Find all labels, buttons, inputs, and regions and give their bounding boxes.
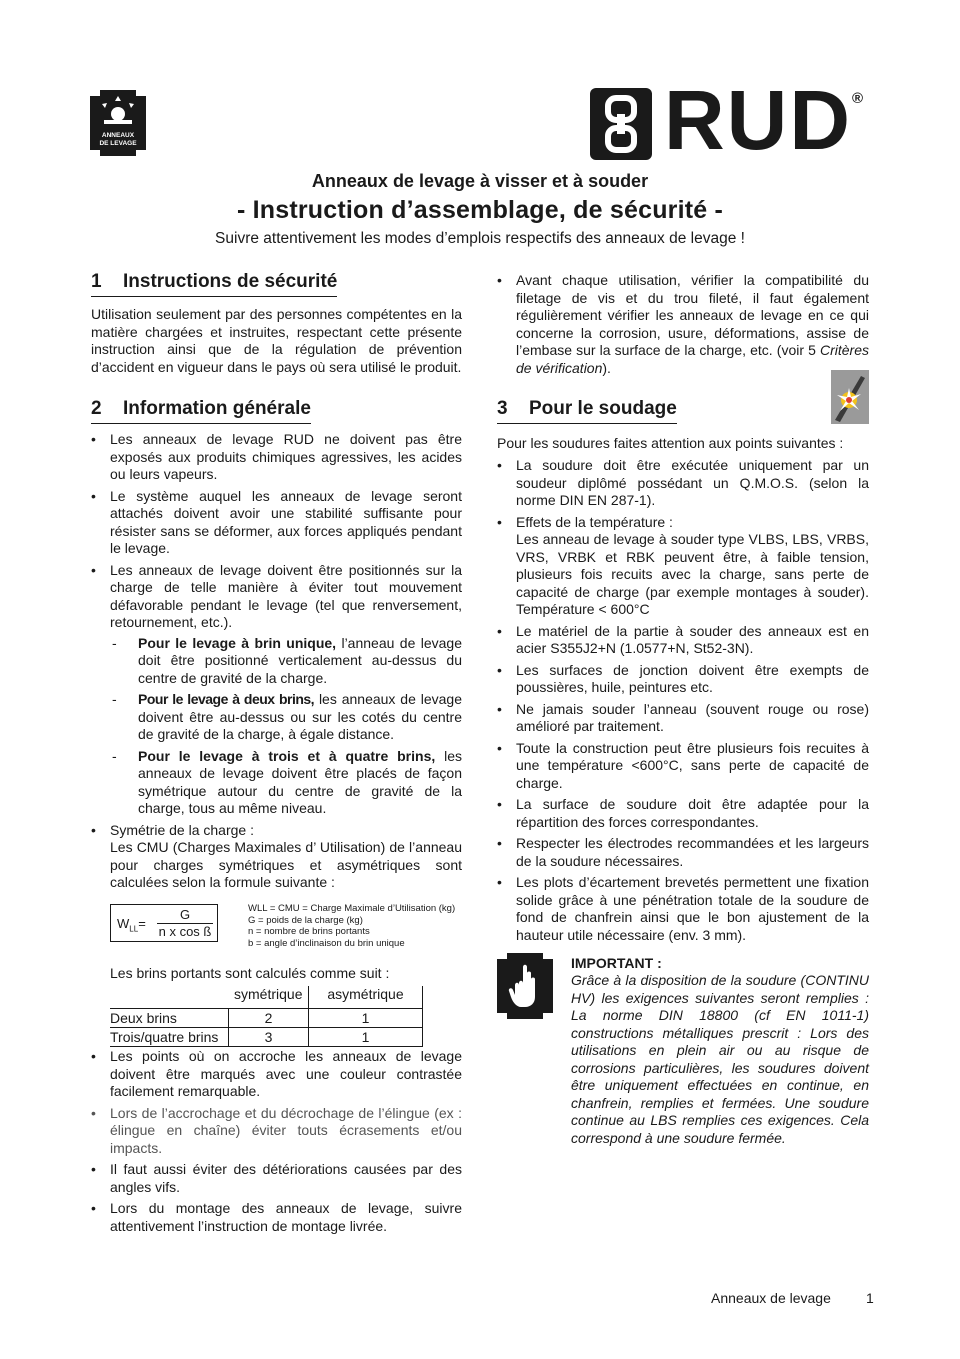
table-cell: 1 [309, 1009, 423, 1028]
section-title: Pour le soudage [529, 398, 677, 419]
important-title: IMPORTANT : [571, 955, 662, 971]
important-text: Grâce à la disposition de la soudure (CONTINU HV) les exigences suivantes seront remplies : La norme DIN 18800 (cf EN 1011-1) constructions métalliques prescrit : Lors des utilisations en plein air ou au risque de corrosions particulières, les soudures doivent être uniquement effectuées en continue, en chanfrein, remplies et fermées. Une soudure continue au LBS remplies ces exigences. Cela correspond à une soudure fermée. [571, 972, 869, 1146]
dash-item-bold: Pour le levage à brin unique, [138, 634, 337, 651]
legend-line: WLL = CMU = Charge Maximale d’Utilisation (kg) [248, 903, 456, 914]
section-3-list [497, 457, 869, 948]
welding-spark-icon [831, 370, 869, 424]
formula-w: W [117, 916, 130, 931]
rud-logo [590, 73, 872, 167]
list-item: • Les points où on accroche les anneaux de levage doivent être marqués avec une couleur contrastée facilement remarquable. [91, 1048, 462, 1101]
table-row [110, 1009, 423, 1028]
list-item [91, 822, 462, 892]
badge-text-2: DE LEVAGE [99, 140, 137, 147]
list-item: • La soudure doit être exécutée uniquement par un soudeur diplômé possédant un Q.M.O.S. (selon la norme DIN EN 287-1). [497, 457, 869, 510]
list-item [91, 562, 462, 818]
symmetry-text: Les CMU (Charges Maximales d’ Utilisation) de l’anneau pour charges symétriques et asymétriques sont calculées selon la formule suivante : [110, 839, 462, 890]
list-item: • Lors du montage des anneaux de levage, suivre attentivement l’instruction de montage livrée. [91, 1200, 462, 1235]
dash-item-bold: Pour le levage à trois et à quatre brins, [138, 747, 436, 764]
list-item: • Les plots d’écartement brevetés permettent une fixation solide grâce à une pénétration totale de la soudure de fond de chanfrein ainsi que le bon ajustement de la hauteur utile nécessaire (env. 3 mm). [497, 874, 869, 944]
table-header-cell: asymétrique [309, 986, 423, 1009]
list-item: • Ne jamais souder l’anneau (souvent rouge ou rose) amélioré par traitement. [497, 701, 869, 736]
table-cell: Deux brins [110, 1009, 229, 1028]
list-item: • Le système auquel les anneaux de levage seront attachés doivent avoir une stabilité suffisante pour résister sans se déformer, aux forces appliqués pendant le levage. [91, 488, 462, 558]
inspection-italic-ref: Critères de vérification [516, 342, 869, 376]
rud-logo-text: RUD [664, 73, 852, 167]
document-title: - Instruction d’assemblage, de sécurité - [236, 196, 724, 224]
table-cell: 2 [229, 1009, 309, 1028]
list-item: • Les surfaces de jonction doivent être exempts de poussières, huile, peintures etc. [497, 662, 869, 697]
section-number: 2 [91, 398, 102, 419]
list-item: • La surface de soudure doit être adaptée pour la répartition des forces correspondantes. [497, 796, 869, 831]
rud-chain-logo-icon [590, 88, 652, 160]
dash-item-text: les anneaux de levage doivent être placés de façon symétrique autour du centre de gravité de la charge, tous au même niveau. [138, 747, 462, 816]
badge-text-1: ANNEAUX [101, 132, 135, 139]
formula-denominator: n x cos ß [158, 924, 212, 939]
list-item: • Il faut aussi éviter des détériorations causées par des angles vifs. [91, 1161, 462, 1196]
list-item: • Les anneaux de levage RUD ne doivent pas être exposés aux produits chimiques agressives, les acides ou leurs vapeurs. [91, 431, 462, 484]
symmetry-title: • Symétrie de la charge : [110, 821, 254, 838]
section-title: Information générale [123, 398, 311, 419]
brins-intro: Les brins portants sont calculés comme suit : [110, 965, 390, 981]
formula-numerator: G [179, 907, 191, 922]
section-number: 1 [91, 271, 102, 292]
section-number: 3 [497, 398, 508, 419]
section-1-text: Utilisation seulement par des personnes compétentes en la matière chargées et instruites, respectant cette présente instruction ainsi que de la régulation de prévention d’accident en vigueur dans le pays où sera utilisé le produit. [91, 306, 462, 375]
list-item [497, 514, 869, 619]
raised-hand-warning-icon [497, 953, 553, 1019]
section-title: Instructions de sécurité [123, 271, 338, 292]
dash-item-bold: Pour le levage à deux brins, [138, 691, 315, 707]
page-number: 1 [866, 1290, 874, 1306]
dash-item [110, 748, 462, 818]
lifting-eye-badge-icon [90, 90, 146, 156]
table-cell: Trois/quatre brins [110, 1028, 229, 1047]
table-header-cell [110, 986, 229, 1009]
list-item: • Lors de l’accrochage et du décrochage de l’élingue (ex : élingue en chaîne) éviter touts écrasements et/ou impacts. [91, 1105, 462, 1158]
temperature-text: Les anneau de levage à souder type VLBS, LBS, VRBS, VRS, VRBK et RBK peuvent être, à faible tension, plusieurs fois recuits avec la charge, sans perte de capacité de charge (par exemple montages à souder). Température < 600°C [516, 531, 869, 617]
formula-equals: = [138, 916, 146, 931]
list-item [497, 272, 869, 377]
formula-sub: LL [129, 924, 139, 934]
document-subtitle: Anneaux de levage à visser et à souder [311, 171, 649, 191]
inspection-bullet [497, 272, 869, 381]
table-row [110, 1028, 423, 1047]
section-2-heading [91, 398, 311, 424]
formula-lhs [117, 916, 146, 934]
legend-line: n = nombre de brins portants [248, 926, 370, 938]
inspection-text: Avant chaque utilisation, vérifier la compatibilité du filetage de vis et du trou fileté, il faut également régulièrement vérifier les anneaux de levage en ce qui concerne la corrosion, usure, déformations, assise de l’embase sur la surface de la charge, etc. (voir 5 [516, 272, 869, 358]
section-1-heading [91, 271, 337, 297]
inspection-end: ). [602, 359, 611, 376]
table-cell: 3 [229, 1028, 309, 1047]
table-header-cell: symétrique [234, 986, 303, 1002]
document-intro: Suivre attentivement les modes d’emplois respectifs des anneaux de levage ! [215, 230, 745, 247]
list-item-text: Les anneaux de levage doivent être positionnés sur la charge de telle manière à éviter tout mouvement défavorable pendant le levage (tel que renversement, retournement, etc.). [110, 561, 462, 630]
legend-line: G = poids de la charge (kg) [248, 914, 363, 926]
legend-line: b = angle d’inclinaison du brin unique [248, 937, 405, 949]
table-cell: 1 [309, 1028, 423, 1047]
brins-table [110, 986, 423, 1047]
dash-item [110, 691, 462, 744]
list-item: • Respecter les électrodes recommandées et les largeurs de la soudure nécessaires. [497, 835, 869, 870]
dash-item-text: l’anneau de levage doit être positionné verticalement au-dessus du centre de gravité de la charge. [138, 634, 462, 686]
section-2-list [91, 431, 462, 896]
dash-item [110, 635, 462, 688]
footer-label: Anneaux de levage [711, 1290, 831, 1306]
dash-item-text: les anneaux de levage doivent être au-dessus ou sur les cotés du centre de gravité de la charge, à égale distance. [138, 691, 462, 742]
section-3-heading [497, 398, 677, 424]
wll-formula [110, 904, 218, 942]
temperature-title: • Effets de la température : [516, 513, 673, 530]
section-2-list-continued [91, 1048, 462, 1239]
table-header-row [110, 986, 423, 1009]
list-item: • Le matériel de la partie à souder des anneaux est en acier S355J2+N (1.0577+N, St52-3N). [497, 623, 869, 658]
list-item: • Toute la construction peut être plusieurs fois recuites à une température <600°C, sans perte de capacité de charge. [497, 740, 869, 793]
formula-legend [248, 903, 468, 949]
registered-mark: ® [852, 90, 864, 107]
section-3-intro: Pour les soudures faites attention aux points suivantes : [497, 435, 844, 451]
